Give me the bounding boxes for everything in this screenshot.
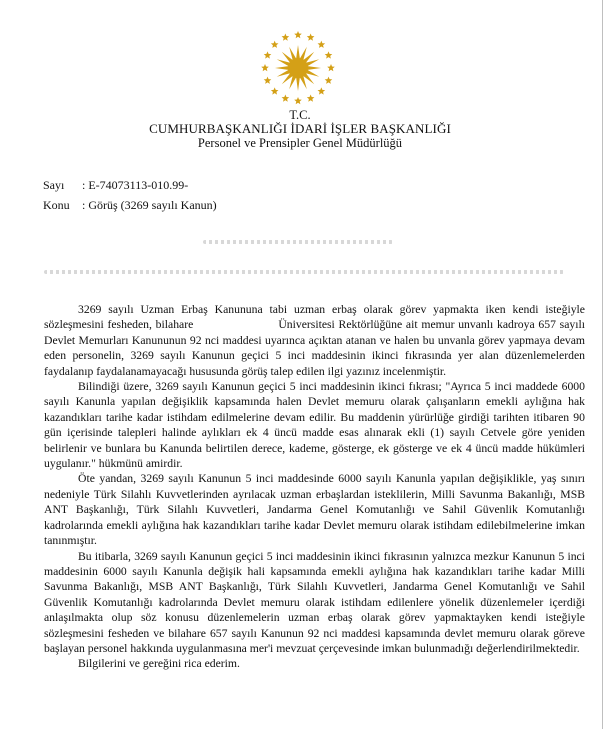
- redacted-reference-line: [44, 270, 564, 274]
- presidential-seal-icon: [258, 28, 338, 108]
- paragraph-1: [44, 302, 585, 379]
- meta-konu: [43, 198, 217, 213]
- sayi-label: Sayı: [43, 178, 65, 192]
- redacted-recipient-line: [203, 240, 393, 244]
- header-department: Personel ve Prensipler Genel Müdürlüğü: [197, 136, 403, 150]
- header-institution: CUMHURBAŞKANLIĞI İDARİ İŞLER BAŞKANLIĞI: [149, 121, 451, 136]
- meta-sayi: [43, 178, 188, 193]
- header-tc: T.C.: [289, 108, 311, 122]
- letter-body: [44, 302, 585, 672]
- paragraph-4: Bu itibarla, 3269 sayılı Kanunun geçici 5 inci maddesinin ikinci fıkrasının yalnızca mezkur Kanunun 5 inci maddesinin 6000 sayılı Kanunla değişik hali kapsamında emekli aylığına hak kazandıkları tarihe kadar Milli Savunma Bakanlığı, MSB ANT Başkanlığı, Türk Silahlı Kuvvetleri, Jandarma Genel Komutanlığı ve Sahil Güvenlik Komutanlığı kadrolarında Devlet memuru olarak istihdam edilenlere yönelik düzenlemeler içerdiği anlaşılmakta olup söz konusu düzenlemelerin uzman erbaş olarak görev yapmaktayken kendi isteğiyle sözleşmesini fesheden ve bilahare 657 sayılı Kanunun 92 nci maddesi kapsamında devlet memuru olarak göreve başlayan personel hakkında uygulanmasına mer'i mevzuat çerçevesinde imkan bulunmadığı değerlendirilmektedir.: [44, 549, 585, 655]
- paragraph-5: Bilgilerini ve gereğini rica ederim.: [78, 657, 240, 671]
- konu-value: : Görüş (3269 sayılı Kanun): [82, 198, 217, 212]
- paragraph-2: Bilindiği üzere, 3269 sayılı Kanunun geçici 5 inci maddesinin ikinci fıkrası; "Ayrıca 5 inci maddede 6000 sayılı Kanunla yapılan değişiklik kapsamında halen Devlet memuru olarak çalışanların emekli aylığına hak kazandıkları tarihe kadar istihdam edilmelerine devam edilir. Bu maddenin yürürlüğe girdiği tarihten itibaren 90 gün içerisinde talepleri halinde aylıkları ek 4 üncü madde esas alınarak ekli (1) sayılı Cetvele göre yeniden belirlenir ve bunlara bu Kanunda belirtilen derece, kademe, gösterge, ek gösterge ve ek 4 üncü madde hükümleri uygulanır." hükmünü amirdir.: [44, 380, 585, 471]
- paragraph-1-part-b: Üniversitesi Rektörlüğüne ait memur unvanlı kadroya 657 sayılı Devlet Memurları Kanununun 92 nci maddesi uyarınca açıktan atanan ve halen bu unvanla görev yapmaya devam eden personelin, 3269 sayılı Kanunun geçici 5 inci maddesinin ikinci fıkrasında yer alan düzenlemelerden faydalanıp faydalanamayacağı hususunda görüş talep edilen ilgi yazınız incelenmiştir.: [44, 318, 586, 378]
- sayi-value: : E-74073113-010.99-: [82, 178, 189, 192]
- paragraph-1-part-a: 3269 sayılı Uzman Erbaş Kanununa tabi uzman erbaş olarak görev yapmakta iken kendi isteğiyle sözleşmesini fesheden, bilahare: [44, 303, 585, 332]
- konu-label: Konu: [43, 198, 70, 212]
- paragraph-3: Öte yandan, 3269 sayılı Kanunun 5 inci maddesinde 6000 sayılı Kanunla yapılan değişiklikle, yaş sınırı nedeniyle Türk Silahlı Kuvvetlerinden ayrılacak uzman erbaşlardan isteklilerin, Milli Savunma Bakanlığı, MSB ANT Başkanlığı, Türk Silahlı Kuvvetleri, Jandarma Genel Komutanlığı ve Sahil Güvenlik Komutanlığı kadrolarında emekli aylığına hak kazandıkları tarihe kadar Devlet memuru olarak istihdam edilebilmelerine imkan tanınmıştır.: [44, 472, 585, 548]
